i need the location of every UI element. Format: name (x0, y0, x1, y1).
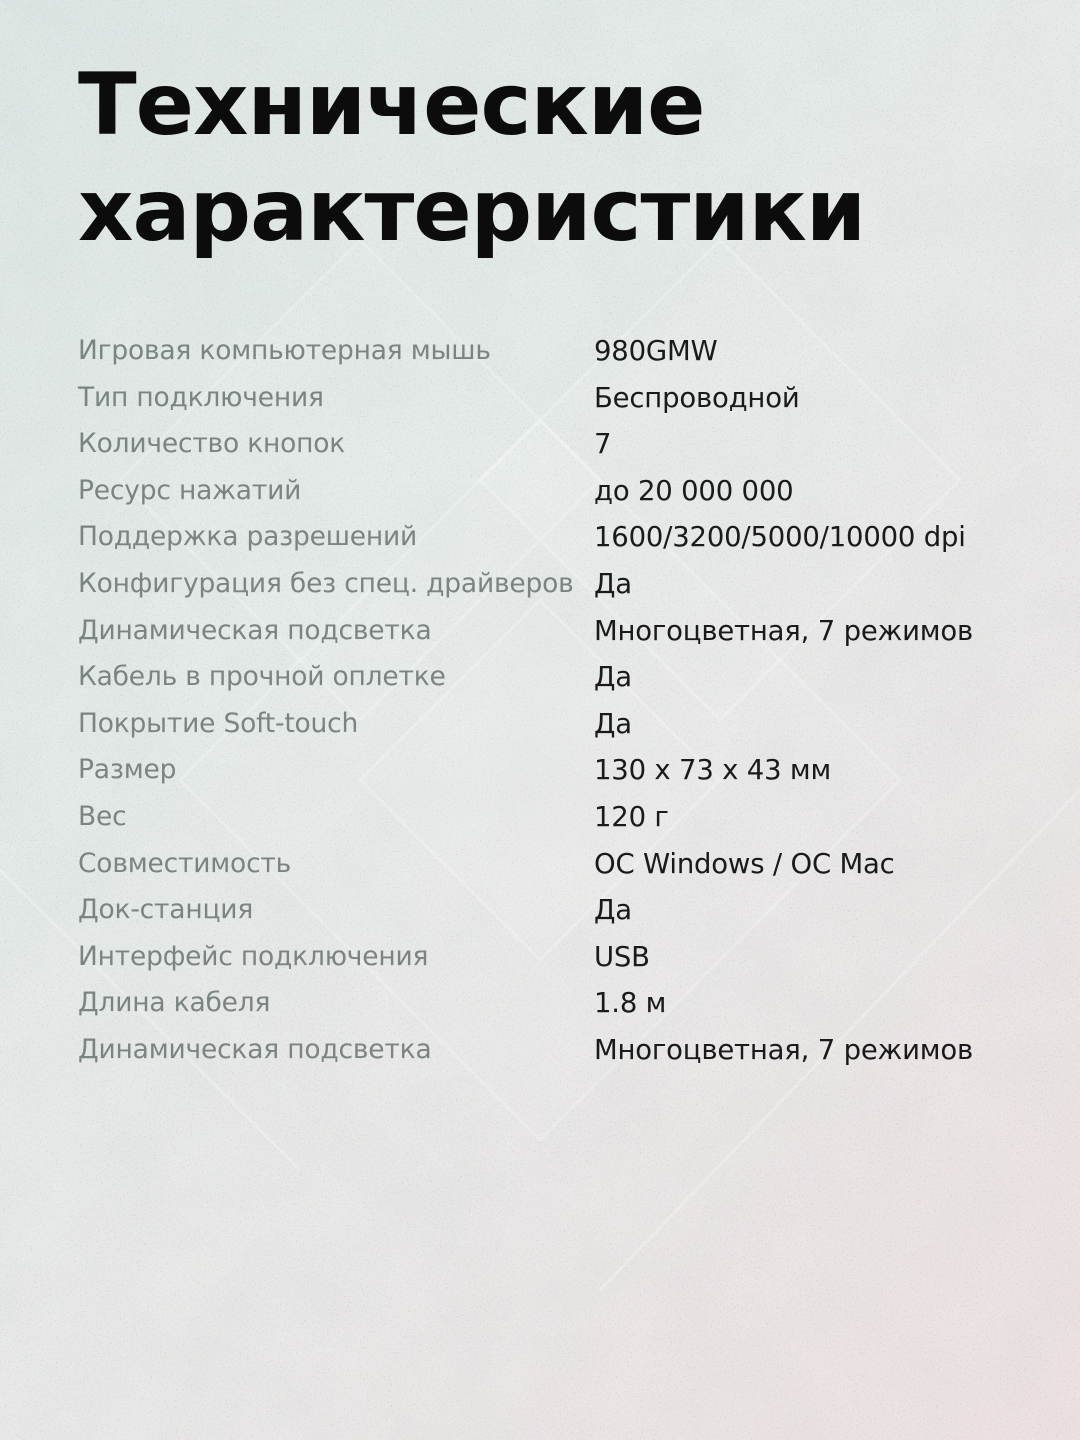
spec-label: Динамическая подсветка (78, 1033, 432, 1065)
spec-row (78, 841, 1058, 888)
spec-value: 1600/3200/5000/10000 dpi (594, 521, 966, 554)
spec-value: 7 (594, 428, 612, 461)
spec-row (78, 1027, 1058, 1074)
spec-value: 980GMW (594, 335, 718, 367)
spec-value: Беспроводной (594, 381, 800, 414)
spec-label: Поддержка разрешений (78, 521, 418, 553)
spec-row (78, 468, 1058, 515)
spec-label: Конфигурация без спец. драйверов (78, 567, 574, 599)
spec-row (78, 561, 1058, 608)
spec-label: Размер (78, 754, 177, 786)
spec-label: Кабель в прочной оплетке (78, 661, 446, 693)
spec-row (78, 934, 1058, 981)
specs-table (78, 328, 1058, 1074)
spec-label: Количество кнопок (78, 428, 346, 460)
spec-label: Тип подключения (78, 381, 324, 413)
spec-value: 130 х 73 х 43 мм (594, 754, 832, 787)
spec-label: Игровая компьютерная мышь (78, 335, 491, 366)
spec-label: Ресурс нажатий (78, 474, 302, 506)
spec-row (78, 421, 1058, 468)
spec-value: 1.8 м (594, 987, 667, 1020)
spec-row (78, 701, 1058, 748)
spec-value: Да (594, 894, 632, 927)
spec-label: Совместимость (78, 847, 292, 879)
spec-value: Да (594, 567, 632, 600)
page-title (78, 52, 1038, 264)
spec-value: Да (594, 707, 632, 740)
spec-row (78, 654, 1058, 701)
spec-value: Многоцветная, 7 режимов (594, 1033, 973, 1066)
spec-row (78, 747, 1058, 794)
spec-row (78, 980, 1058, 1027)
page-title-line-2: характеристики (78, 161, 866, 261)
page-title-line-1: Технические (78, 55, 705, 155)
spec-value: Многоцветная, 7 режимов (594, 614, 973, 647)
spec-label: Вес (78, 800, 127, 832)
spec-row (78, 794, 1058, 841)
spec-label: Покрытие Soft-touch (78, 707, 359, 739)
spec-row (78, 375, 1058, 422)
spec-value: ОС Windows / ОС Mac (594, 847, 895, 880)
spec-value: USB (594, 940, 650, 973)
spec-label: Интерфейс подключения (78, 940, 429, 972)
spec-row (78, 328, 1058, 375)
spec-value: 120 г (594, 800, 669, 833)
spec-row (78, 608, 1058, 655)
spec-label: Длина кабеля (78, 987, 271, 1019)
spec-row (78, 887, 1058, 934)
spec-label: Динамическая подсветка (78, 614, 432, 646)
spec-label: Док-станция (78, 894, 254, 926)
spec-value: до 20 000 000 (594, 474, 794, 507)
spec-value: Да (594, 661, 632, 694)
spec-row (78, 514, 1058, 561)
